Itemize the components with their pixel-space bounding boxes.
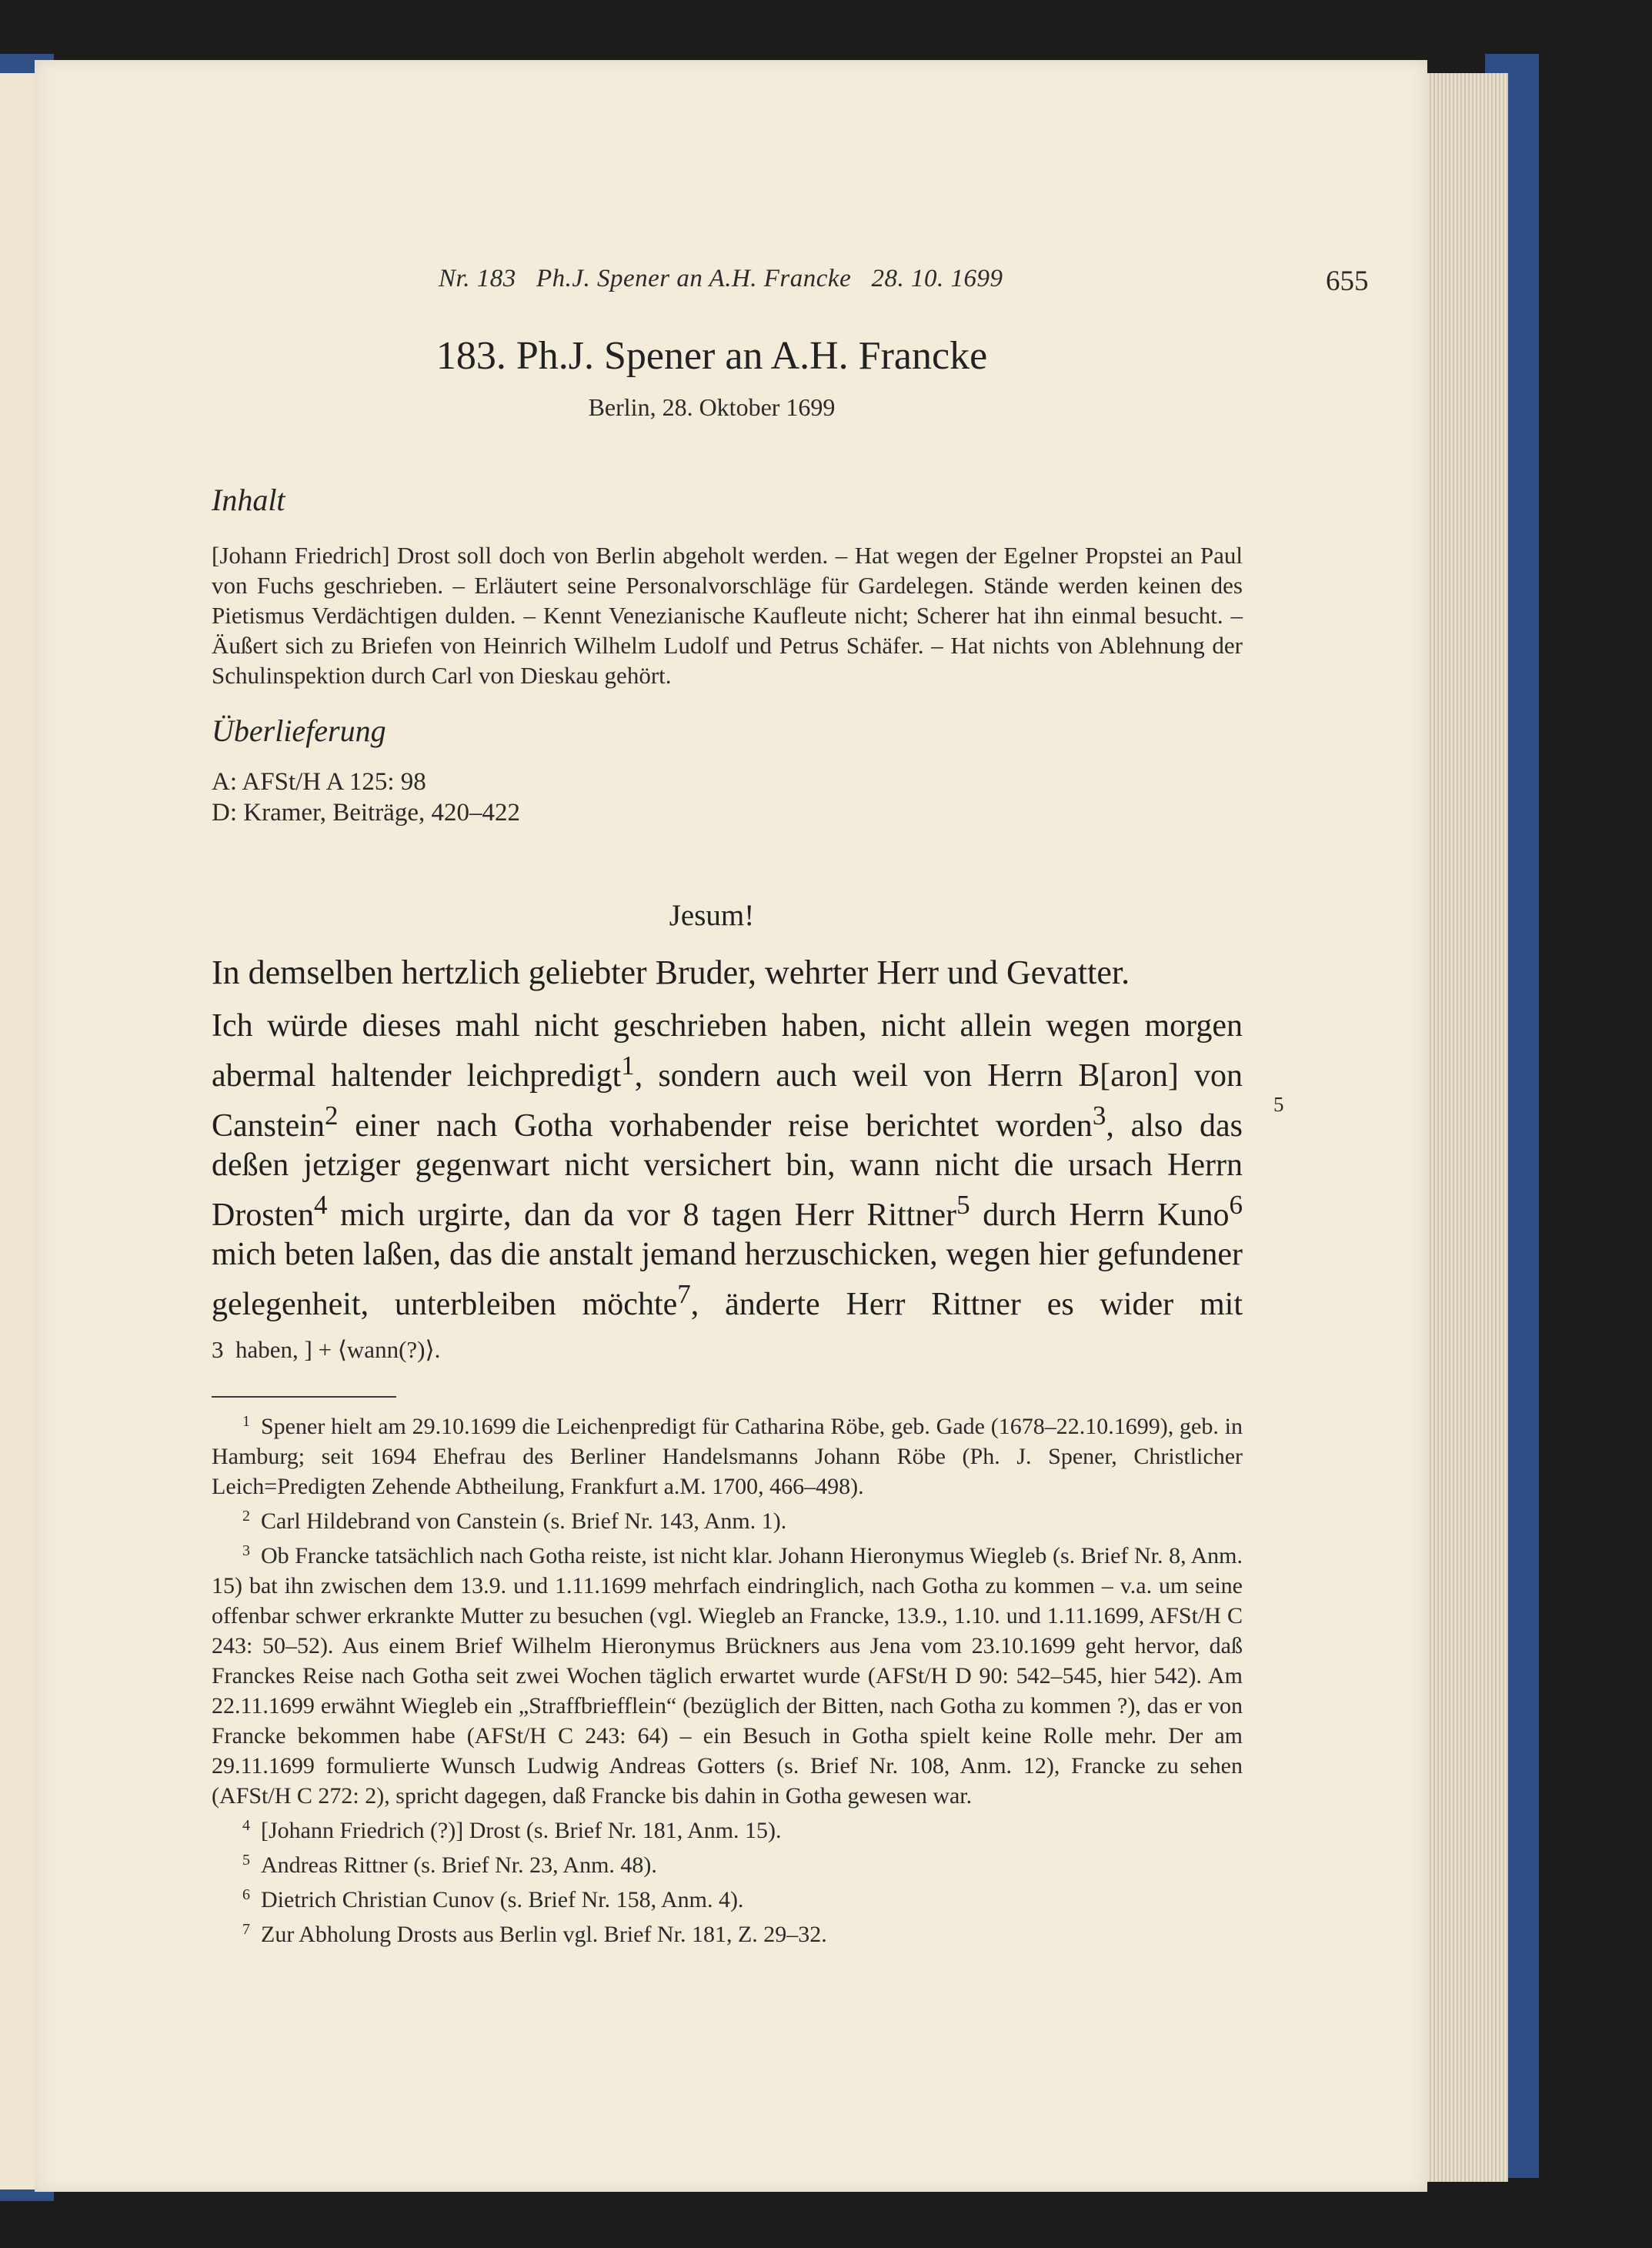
- footnote-text: Ob Francke tatsächlich nach Gotha reiste, ist nicht klar. Johann Hieronymus Wiegleb (s. Brief Nr. 8, Anm. 15) bat ihn zwischen dem 13.9. und 1.11.1699 mehrfach eindringlich, nach Gotha zu kommen – v.a. um seine offenbar schwer erkrankte Mutter zu besuchen (vgl. Wiegleb an Francke, 13.9., 1.10. und 1.11.1699, AFSt/H C 243: 50–52). Aus einem Brief Wilhelm Hieronymus Brückners aus Jena vom 23.10.1699 geht hervor, daß Franckes Reise nach Gotha seit zwei Wochen täglich erwartet wurde (AFSt/H D 90: 542–545, hier 542). Am 22.11.1699 erwähnt Wiegleb ein „Straffbriefflein“ (bezüglich der Bitten, nach Gotha zu kommen ?), das er von Francke bekommen habe (AFSt/H C 243: 64) – ein Besuch in Gotha spielt keine Rolle mehr. Der am 29.11.1699 formulierte Wunsch Ludwig Andreas Gotters (s. Brief Nr. 108, Anm. 12), Francke zu sehen (AFSt/H C 272: 2), spricht dagegen, daß Francke bis dahin in Gotha gewesen war.: [212, 1543, 1243, 1809]
- running-head: Nr. 183 Ph.J. Spener an A.H. Francke 28. 10. 1699: [439, 265, 1003, 292]
- footnote: [212, 1880, 1243, 1915]
- footnote-marker: 5: [242, 1852, 250, 1869]
- footnote-text: Spener hielt am 29.10.1699 die Leichenpredigt für Catharina Röbe, geb. Gade (1678–22.10.1699), geb. in Hamburg; seit 1694 Ehefrau des Berliner Handelsmanns Johann Röbe (Ph. J. Spener, Christlicher Leich=Predigten Zehende Abtheilung, Frankfurt a.M. 1700, 466–498).: [212, 1414, 1243, 1499]
- footnote-ref: 5: [956, 1190, 970, 1220]
- footnote: [212, 1407, 1243, 1501]
- footnotes: [212, 1407, 1243, 1949]
- line-number: 5: [1273, 1093, 1284, 1116]
- page-edges: [1416, 73, 1508, 2182]
- footnote-marker: 3: [242, 1542, 250, 1559]
- body-text-segment: mich urgirte, dan da vor 8 tagen Herr Rittner: [327, 1197, 957, 1233]
- body-text-segment: einer nach Gotha vorhabender reise berichtet worden: [338, 1108, 1093, 1144]
- body-text-segment: Ich würde dieses mahl nicht geschrieben haben, nicht allein wegen morgen abermal haltender leichpredigt: [212, 1008, 1243, 1094]
- page-number: 655: [1326, 266, 1369, 297]
- footnote-marker: 1: [242, 1413, 250, 1430]
- body-text-segment: , änderte Herr Rittner es wider mit: [690, 1287, 1243, 1322]
- ueberlieferung-sources: [212, 767, 520, 828]
- letter-address: In demselben hertzlich geliebter Bruder, wehrter Herr und Gevatter.: [212, 954, 1130, 991]
- footnote-marker: 7: [242, 1921, 250, 1938]
- footnote-text: [Johann Friedrich (?)] Drost (s. Brief Nr. 181, Anm. 15).: [261, 1818, 782, 1843]
- ueberlieferung-heading: Überlieferung: [212, 713, 386, 748]
- footnote-ref: 3: [1092, 1101, 1106, 1131]
- body-text-segment: durch Herrn Kuno: [970, 1197, 1230, 1233]
- footnote-ref: 2: [324, 1101, 339, 1131]
- book-page: [35, 60, 1427, 2192]
- letter-body: [212, 1007, 1243, 1324]
- footnote-rule: [212, 1396, 396, 1398]
- footnote: [212, 1501, 1243, 1536]
- footnote-ref: 4: [313, 1190, 328, 1220]
- inhalt-heading: Inhalt: [212, 483, 285, 517]
- footnote: [212, 1845, 1243, 1880]
- body-text-segment: mich beten laßen, das die anstalt jemand herzuschicken, wegen hier gefundener gelegenheit, unterbleiben möchte: [212, 1237, 1243, 1322]
- source-a: A: AFSt/H A 125: 98: [212, 768, 426, 796]
- critical-apparatus: 3 haben, ] + ⟨wann(?)⟩.: [212, 1336, 441, 1363]
- footnote-text: Carl Hildebrand von Canstein (s. Brief Nr. 143, Anm. 1).: [261, 1508, 787, 1534]
- footnote-marker: 4: [242, 1817, 250, 1834]
- body-text-segment: , also das deßen jetziger gegenwart nicht versichert bin, wann nicht die ursach Herrn Drosten: [212, 1108, 1243, 1233]
- footnote-text: Dietrich Christian Cunov (s. Brief Nr. 158, Anm. 4).: [261, 1887, 744, 1912]
- letter-place-date: Berlin, 28. Oktober 1699: [588, 393, 836, 421]
- footnote: [212, 1811, 1243, 1845]
- letter-salutation: Jesum!: [669, 899, 755, 932]
- footnote-ref: 7: [677, 1279, 691, 1309]
- letter-title: 183. Ph.J. Spener an A.H. Francke: [436, 334, 988, 378]
- footnote: [212, 1536, 1243, 1811]
- footnote-ref: 6: [1229, 1190, 1243, 1220]
- body-text-segment: , sondern auch weil von Herrn B[aron] von Canstein: [212, 1058, 1243, 1144]
- footnote: [212, 1915, 1243, 1949]
- footnote-ref: 1: [621, 1051, 635, 1081]
- footnote-marker: 6: [242, 1886, 250, 1903]
- footnote-text: Andreas Rittner (s. Brief Nr. 23, Anm. 48).: [261, 1852, 657, 1878]
- inhalt-summary: [Johann Friedrich] Drost soll doch von Berlin abgeholt werden. – Hat wegen der Egelner Propstei an Paul von Fuchs geschrieben. – Erläutert seine Personalvorschläge für Gardelegen. Stände werden keinen des Pietismus Verdächtigen dulden. – Kennt Venezianische Kaufleute nicht; Scherer hat ihn einmal besucht. – Äußert sich zu Briefen von Heinrich Wilhelm Ludolf und Petrus Schäfer. – Hat nichts von Ablehnung der Schulinspektion durch Carl von Dieskau gehört.: [212, 542, 1243, 689]
- footnote-text: Zur Abholung Drosts aus Berlin vgl. Brief Nr. 181, Z. 29–32.: [261, 1922, 827, 1947]
- source-d: D: Kramer, Beiträge, 420–422: [212, 799, 520, 827]
- footnote-marker: 2: [242, 1508, 250, 1525]
